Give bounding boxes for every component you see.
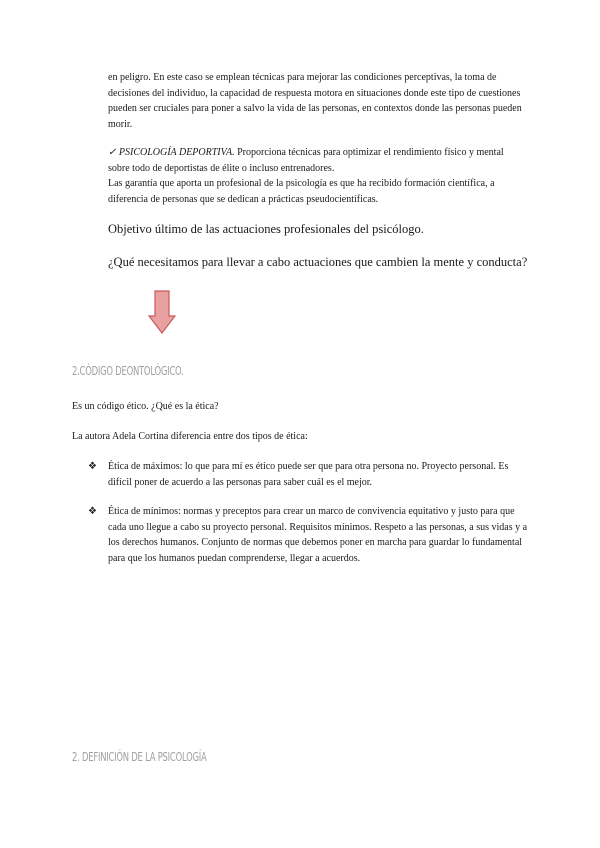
list-item-text: Ética de máximos: lo que para mí es ético puede ser que para otra persona no. Proyecto personal. Es difícil poner de acuerdo a las personas para saber cuál es el mejor.: [108, 461, 509, 488]
list-item-text: Ética de mínimos: normas y preceptos para crear un marco de convivencia equitativo y justo para que cada uno llegue a cabo su proyecto personal. Requisitos mínimos. Respeto a las personas, a sus vidas y a los derechos humanos. Conjunto de normas que debemos poner en marcha para guardar lo fundamental para que los humanos puedan comprenderse, llegar a acuerdos.: [108, 506, 528, 564]
deportiva-label: ✓ PSICOLOGÍA DEPORTIVA.: [108, 147, 235, 158]
diamond-bullet-icon: ❖: [88, 461, 97, 472]
section-heading-codigo: 2.CÓDIGO DEONTOLÓGICO.: [72, 364, 184, 378]
paragraph-codigo-etico: Es un código ético. ¿Qué es la ética?: [72, 401, 219, 412]
paragraph-pregunta: ¿Qué necesitamos para llevar a cabo actuaciones que cambien la mente y conducta?: [108, 255, 528, 269]
paragraph-deportiva: [108, 145, 523, 176]
list-item: [88, 459, 528, 490]
paragraph-objetivo: Objetivo último de las actuaciones profesionales del psicólogo.: [108, 222, 424, 236]
deportiva-text: Proporciona técnicas para optimizar el rendimiento físico y mental sobre todo de deportistas de élite o incluso entrenadores.: [108, 147, 504, 174]
ethics-list: [88, 459, 528, 566]
paragraph-adela-cortina: La autora Adela Cortina diferencia entre dos tipos de ética:: [72, 431, 308, 442]
diamond-bullet-icon: ❖: [88, 506, 97, 517]
paragraph-garantia: Las garantía que aporta un profesional de la psicología es que ha recibido formación científica, a diferencia de personas que se dedican a prácticas pseudocientíficas.: [108, 178, 495, 205]
list-item: [88, 504, 528, 566]
paragraph-peligro: en peligro. En este caso se emplean técnicas para mejorar las condiciones perceptivas, la toma de decisiones del individuo, la capacidad de respuesta motora en situaciones donde este tipo de cuestiones pueden ser cruciales para poner a salvo la vida de las personas, en contextos donde las personas pueden morir.: [108, 72, 522, 130]
section-heading-definicion: 2. DEFINICIÓN DE LA PSICOLOGÍA: [72, 750, 207, 764]
down-arrow-icon: [148, 290, 176, 334]
